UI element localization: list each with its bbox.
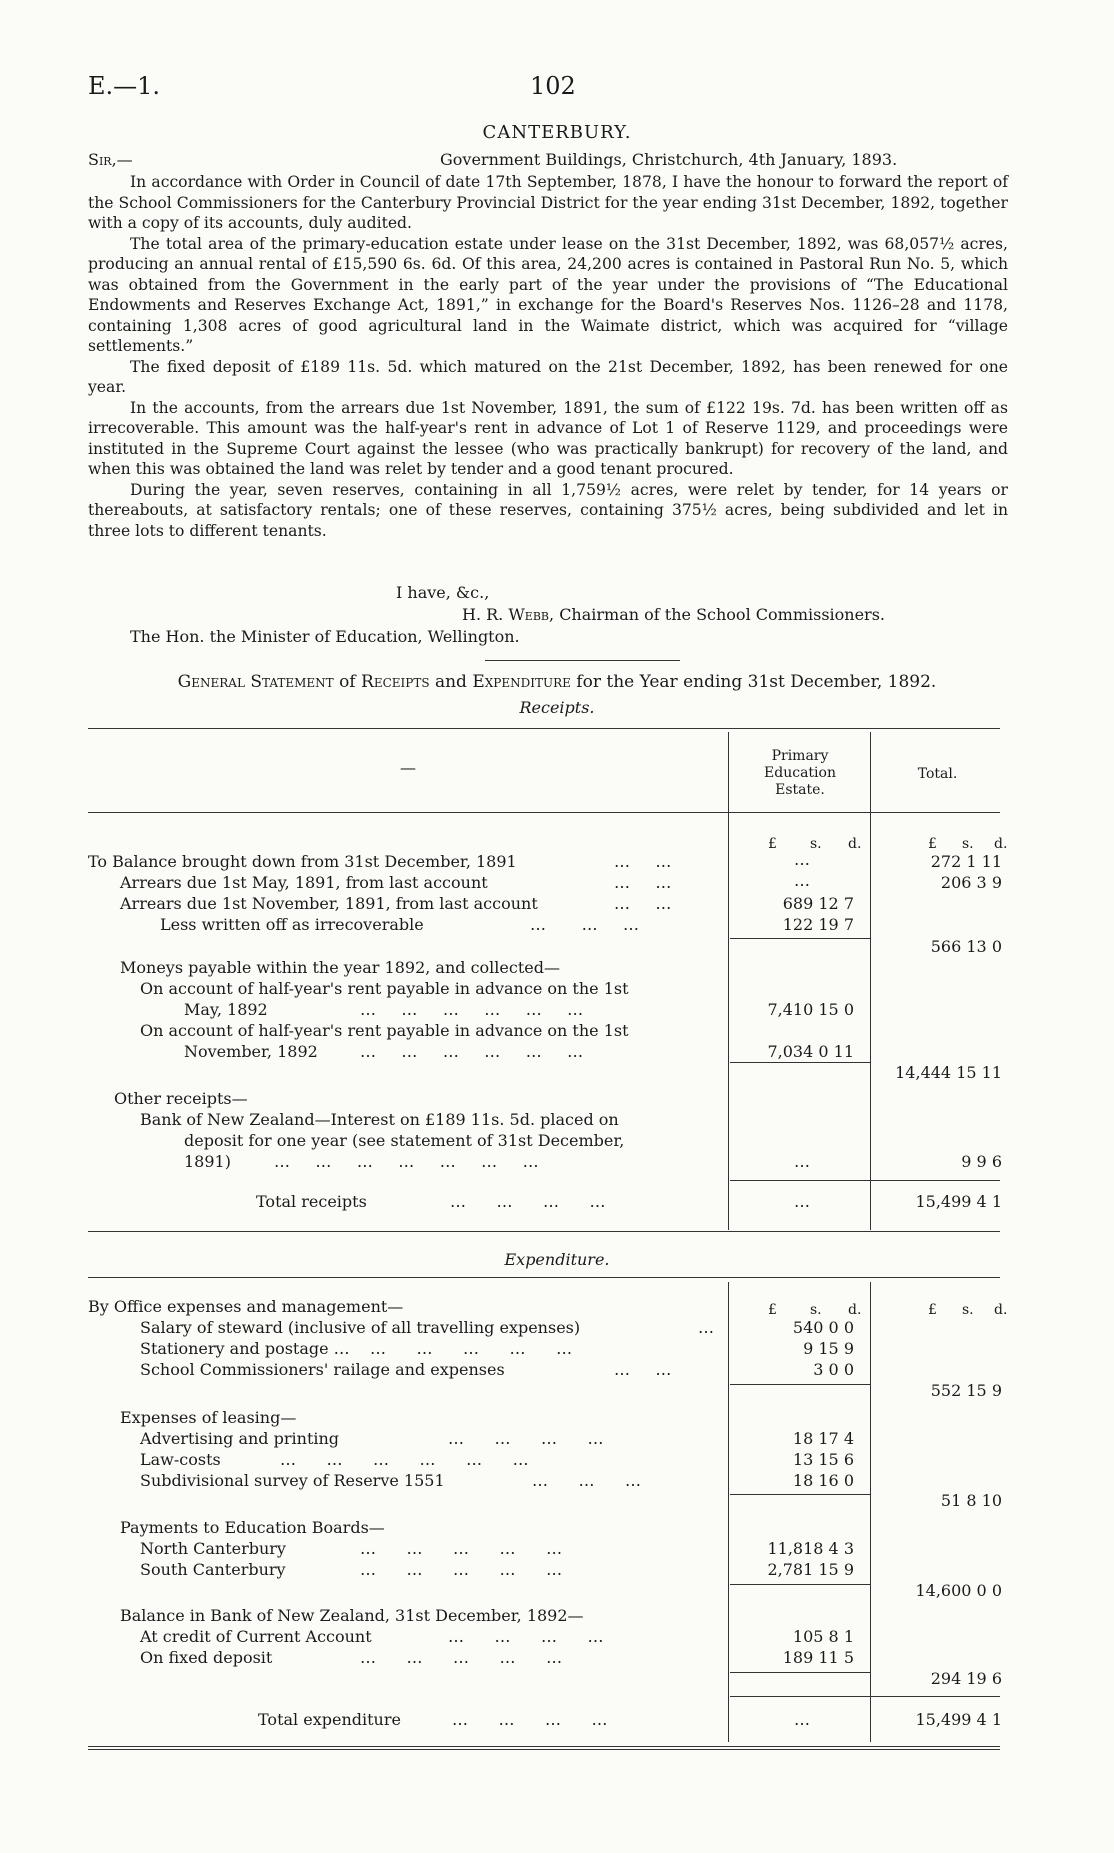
section-heading: Other receipts— (114, 1089, 248, 1108)
letter-body (88, 172, 1008, 541)
title-part: Expenditure (472, 672, 571, 692)
grand-total: 15,499 4 1 (915, 1710, 1002, 1729)
row-label: Less written off as irrecoverable (160, 915, 424, 934)
amount-value: 189 11 5 (782, 1648, 854, 1667)
leader-dots: … (698, 1318, 714, 1337)
leader-dots: … … … (530, 915, 640, 934)
empty-cell: … (794, 850, 810, 869)
closing-ihave: I have, &c., (396, 583, 490, 602)
signer-name: Webb (508, 605, 550, 624)
section-heading: By Office expenses and management— (88, 1297, 404, 1316)
title-part: for the Year ending 31st December, 1892. (570, 672, 937, 692)
section-heading: Expenses of leasing— (120, 1408, 297, 1427)
row-label: To Balance brought down from 31st December, 1891 (88, 852, 517, 871)
addressee: The Hon. the Minister of Education, Wellington. (130, 627, 520, 646)
leader-dots: … … … … … (370, 1339, 573, 1358)
header-line: Education (764, 765, 836, 781)
page-title: CANTERBURY. (482, 122, 632, 143)
statement-title (0, 672, 1114, 692)
lsd-pence: d. (848, 1302, 862, 1318)
lsd-shillings: s. (962, 1302, 974, 1318)
salutation: Sir,— (88, 150, 133, 169)
amount-value: 7,410 15 0 (767, 1000, 854, 1019)
header-line: Estate. (775, 782, 825, 798)
row-label: North Canterbury (140, 1539, 286, 1558)
sum-rule (730, 1672, 870, 1673)
column-header-primary (735, 748, 865, 799)
title-part: Receipts (361, 672, 430, 692)
column-header-total: Total. (917, 766, 958, 782)
leader-dots: … … … … … … (360, 1042, 584, 1061)
empty-cell: … (794, 1710, 810, 1729)
receipts-label: Receipts. (519, 698, 595, 717)
amount-value: 3 0 0 (813, 1360, 854, 1379)
row-label: Total expenditure (258, 1710, 401, 1729)
column-rule (870, 1282, 871, 1742)
table-rule (88, 728, 1000, 729)
title-part: of (333, 672, 362, 692)
lsd-shillings: s. (810, 836, 822, 852)
divider (485, 660, 680, 661)
row-label: Arrears due 1st May, 1891, from last account (120, 873, 488, 892)
amount-value: 9 15 9 (803, 1339, 854, 1358)
lsd-pounds: £ (928, 1302, 937, 1318)
leader-dots: … … … (532, 1471, 642, 1490)
section-heading: Balance in Bank of New Zealand, 31st December, 1892— (120, 1606, 584, 1625)
paragraph: The fixed deposit of £189 11s. 5d. which matured on the 21st December, 1892, has been renewed for one year. (88, 357, 1008, 396)
row-label: Advertising and printing (140, 1429, 340, 1448)
signer-initials: H. R. (462, 605, 504, 624)
row-label: On fixed deposit (140, 1648, 273, 1667)
amount-value: 18 17 4 (792, 1429, 854, 1448)
column-header-blank: — (400, 758, 416, 777)
amount-value: 18 16 0 (792, 1471, 854, 1490)
row-label: South Canterbury (140, 1560, 286, 1579)
table-rule (88, 1746, 1000, 1747)
total-value: 51 8 10 (940, 1491, 1002, 1510)
empty-cell: … (794, 1152, 810, 1171)
sum-rule (730, 1180, 1000, 1181)
row-label: November, 1892 (184, 1042, 318, 1061)
leader-dots: … … (614, 873, 672, 892)
row-label: Subdivisional survey of Reserve 1551 (140, 1471, 445, 1490)
title-part: General Statement (177, 672, 334, 692)
header-line: Primary (771, 748, 829, 764)
total-value: 566 13 0 (930, 937, 1002, 956)
amount-value: 13 15 6 (792, 1450, 854, 1469)
leader-dots: … … … … (452, 1710, 608, 1729)
signer-title: , Chairman of the School Commissioners. (549, 605, 885, 624)
title-part: and (429, 672, 473, 692)
lsd-pence: d. (848, 836, 862, 852)
total-value: 294 19 6 (930, 1669, 1002, 1688)
leader-dots: … … … … … … (280, 1450, 529, 1469)
row-label: On account of half-year's rent payable in advance on the 1st (140, 1021, 629, 1040)
column-rule (728, 1282, 729, 1742)
lsd-shillings: s. (962, 836, 974, 852)
section-heading: Payments to Education Boards— (120, 1518, 385, 1537)
leader-dots: … … … … … (360, 1560, 563, 1579)
leader-dots: … … … … (450, 1192, 606, 1211)
lsd-pence: d. (994, 1302, 1008, 1318)
empty-cell: … (794, 1192, 810, 1211)
sum-rule (730, 1696, 1000, 1697)
page-number: 102 (530, 72, 576, 100)
row-label: deposit for one year (see statement of 31st December, (184, 1131, 625, 1150)
paragraph: In accordance with Order in Council of date 17th September, 1878, I have the honour to forward the report of the School Commissioners for the Canterbury Provincial District for the year ending 31st December, 1892, together with a copy of its accounts, duly audited. (88, 173, 1008, 232)
amount-value: 2,781 15 9 (767, 1560, 854, 1579)
section-heading: Moneys payable within the year 1892, and collected— (120, 958, 560, 977)
leader-dots: … … (614, 894, 672, 913)
leader-dots: … … … … … … (360, 1000, 584, 1019)
table-rule (88, 812, 1000, 813)
leader-dots: … … … … … … … (274, 1152, 539, 1171)
column-rule (870, 732, 871, 1230)
sum-rule (730, 938, 870, 939)
paragraph: In the accounts, from the arrears due 1st November, 1891, the sum of £122 19s. 7d. has been written off as irrecoverable. This amount was the half-year's rent in advance of Lot 1 of Reserve 1129, and proceedings were instituted in the Supreme Court against the lessee (who was practically bankrupt) for recovery of the land, and when this was obtained the land was relet by tender and a good tenant procured. (88, 398, 1008, 478)
row-label: Stationery and postage … (140, 1339, 350, 1358)
leader-dots: … … (614, 852, 672, 871)
total-value: 552 15 9 (930, 1381, 1002, 1400)
row-label: Total receipts (256, 1192, 367, 1211)
sum-rule (730, 1494, 870, 1495)
total-value: 14,444 15 11 (895, 1063, 1002, 1082)
total-value: 14,600 0 0 (915, 1581, 1002, 1600)
row-label: Bank of New Zealand—Interest on £189 11s. 5d. placed on (140, 1110, 619, 1129)
row-label: At credit of Current Account (140, 1627, 372, 1646)
row-label: 1891) (184, 1152, 231, 1171)
leader-dots: … … … … (448, 1429, 604, 1448)
signature-line (462, 605, 885, 624)
dateline: Government Buildings, Christchurch, 4th January, 1893. (440, 150, 898, 169)
row-label: Salary of steward (inclusive of all travelling expenses) (140, 1318, 581, 1337)
lsd-pounds: £ (768, 836, 777, 852)
leader-dots: … … … … … (360, 1648, 563, 1667)
amount-value: 7,034 0 11 (767, 1042, 854, 1061)
column-rule (728, 732, 729, 1230)
lsd-shillings: s. (810, 1302, 822, 1318)
grand-total: 15,499 4 1 (915, 1192, 1002, 1211)
amount-value: 689 12 7 (782, 894, 854, 913)
sum-rule (730, 1584, 870, 1585)
row-label: Arrears due 1st November, 1891, from last account (120, 894, 538, 913)
paragraph: The total area of the primary-education estate under lease on the 31st December, 1892, was 68,057½ acres, producing an annual rental of £15,590 6s. 6d. Of this area, 24,200 acres is contained in Pastoral Run No. 5, which was obtained from the Government in the early part of the year under the provisions of “The Educational Endowments and Reserves Exchange Act, 1891,” in exchange for the Board's Reserves Nos. 1126–28 and 1178, containing 1,308 acres of good agricultural land in the Waimate district, which was acquired for “village settlements.” (88, 234, 1008, 355)
row-label: School Commissioners' railage and expenses (140, 1360, 505, 1379)
lsd-pounds: £ (768, 1302, 777, 1318)
table-rule (88, 1231, 1000, 1232)
leader-dots: … … (614, 1360, 672, 1379)
total-value: 9 9 6 (961, 1152, 1002, 1171)
empty-cell: … (794, 871, 810, 890)
row-label: Law-costs (140, 1450, 221, 1469)
amount-value: 11,818 4 3 (767, 1539, 854, 1558)
lsd-pounds: £ (928, 836, 937, 852)
total-value: 206 3 9 (940, 873, 1002, 892)
amount-value: 105 8 1 (792, 1627, 854, 1646)
leader-dots: … … … … (448, 1627, 604, 1646)
total-value: 272 1 11 (930, 852, 1002, 871)
paragraph: During the year, seven reserves, containing in all 1,759½ acres, were relet by tender, for 14 years or thereabouts, at satisfactory rentals; one of these reserves, containing 375½ acres, being subdivided and let in three lots to different tenants. (88, 480, 1008, 540)
amount-value: 540 0 0 (792, 1318, 854, 1337)
table-rule (88, 1277, 1000, 1278)
row-label: May, 1892 (184, 1000, 268, 1019)
leader-dots: … … … … … (360, 1539, 563, 1558)
lsd-pence: d. (994, 836, 1008, 852)
page-reference: E.—1. (88, 72, 161, 100)
table-rule (88, 1749, 1000, 1750)
sum-rule (730, 1384, 870, 1385)
row-label: On account of half-year's rent payable in advance on the 1st (140, 979, 629, 998)
sum-rule (730, 1062, 870, 1063)
expenditure-label: Expenditure. (504, 1250, 610, 1269)
amount-value: 122 19 7 (782, 915, 854, 934)
